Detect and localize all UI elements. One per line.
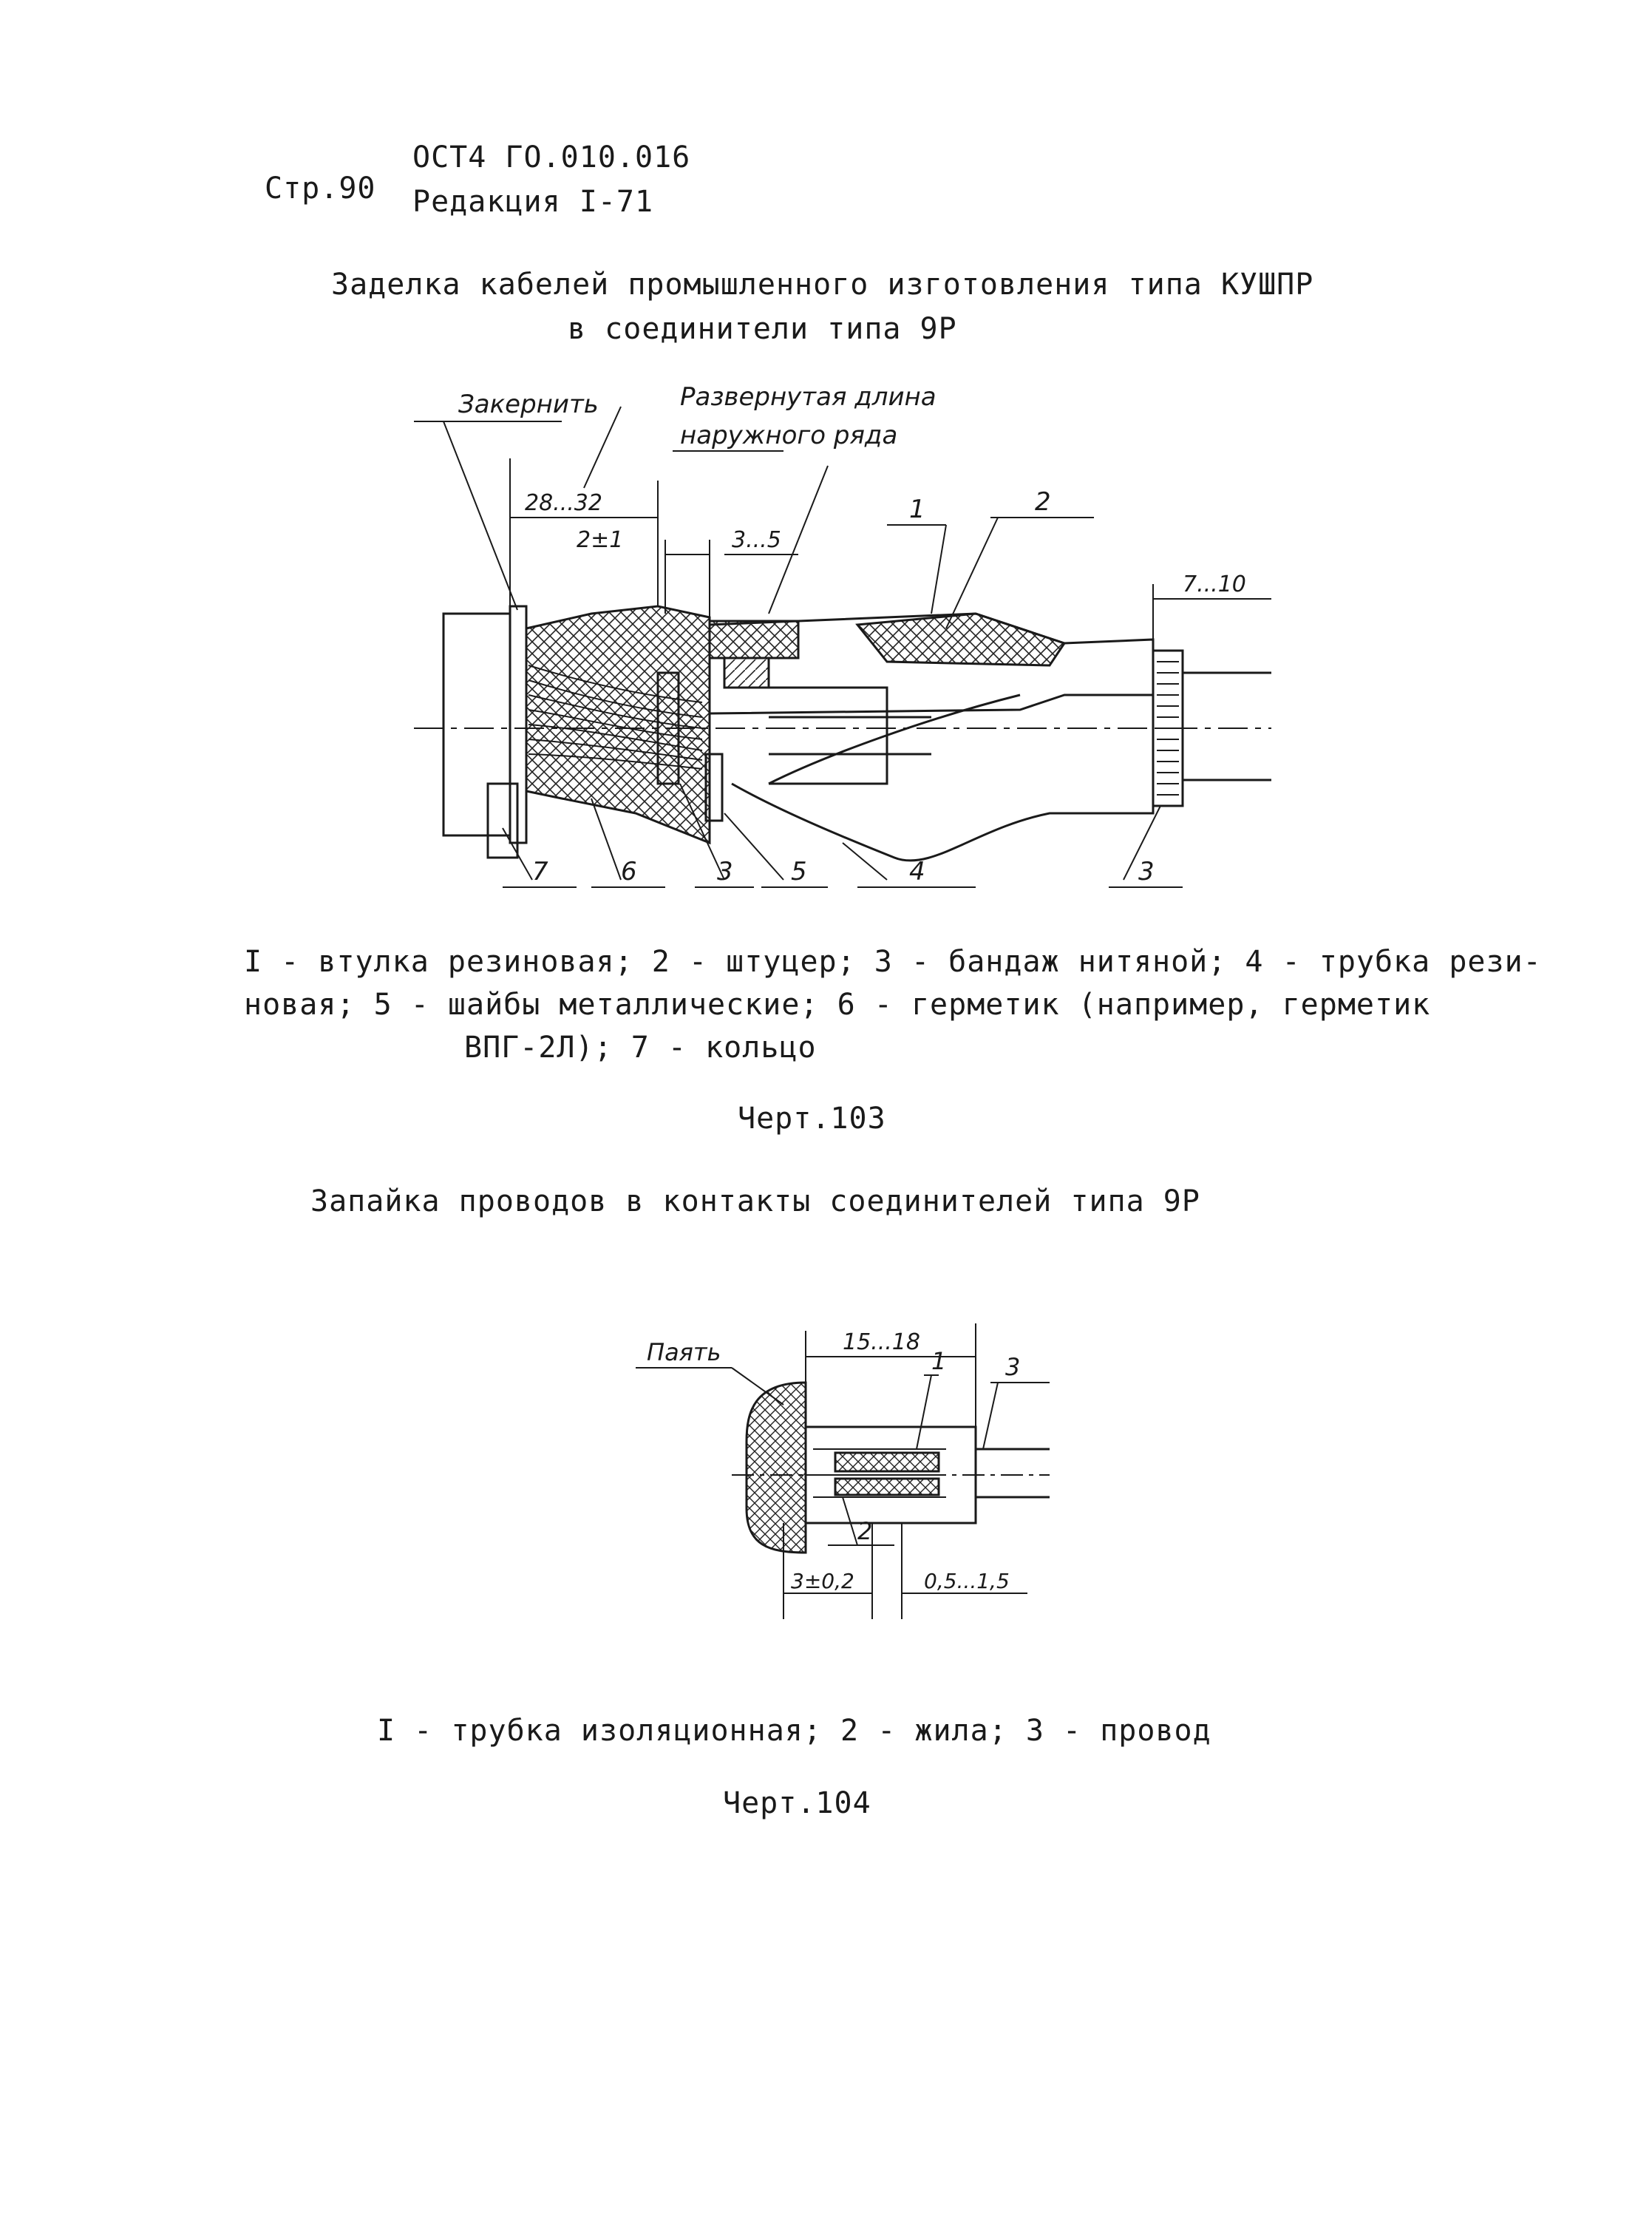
edition: Редакция I-71 — [412, 185, 654, 219]
pos-4: 4 — [909, 857, 925, 886]
pos-5: 5 — [791, 857, 807, 886]
wire-soldering-drawing — [636, 1301, 1050, 1627]
pos-7: 7 — [532, 857, 548, 886]
note-rivet: Закернить — [458, 390, 599, 419]
caption-104: Черт.104 — [723, 1786, 871, 1820]
note-solder: Паять — [647, 1338, 721, 1366]
dim-3-0-2: 3±0,2 — [791, 1569, 854, 1593]
pos-2: 2 — [857, 1517, 873, 1545]
caption-103: Черт.103 — [738, 1102, 886, 1136]
pos-1: 1 — [931, 1347, 947, 1375]
legend1-line2: новая; 5 - шайбы металлические; 6 - герметик (например, герметик — [244, 988, 1431, 1022]
legend2: I - трубка изоляционная; 2 - жила; 3 - провод — [377, 1714, 1211, 1748]
dim-2-1: 2±1 — [577, 527, 624, 553]
cable-termination-drawing — [414, 370, 1271, 917]
dim-15-18: 15...18 — [843, 1329, 920, 1355]
dim-0-5-1-5: 0,5...1,5 — [924, 1569, 1010, 1593]
pos-3: 3 — [1005, 1353, 1021, 1381]
section1-title-line2: в соединители типа 9Р — [568, 312, 957, 346]
section1-title-line1: Заделка кабелей промышленного изготовления типа КУШПР — [331, 268, 1314, 302]
pos-6: 6 — [621, 857, 637, 886]
document-code: ОСТ4 ГО.010.016 — [412, 140, 691, 174]
section2-title: Запайка проводов в контакты соединителей типа 9Р — [310, 1184, 1200, 1218]
page-number: Стр.90 — [265, 172, 376, 206]
dim-28-32: 28...32 — [525, 490, 602, 516]
pos-3b: 3 — [1138, 857, 1155, 886]
note-length-line1: Развернутая длина — [680, 382, 937, 412]
pos-1: 1 — [909, 495, 925, 524]
pos-2: 2 — [1035, 487, 1051, 517]
note-length-line2: наружного ряда — [680, 421, 898, 450]
pos-3: 3 — [717, 857, 733, 886]
legend1-line1: I - втулка резиновая; 2 - штуцер; 3 - бандаж нитяной; 4 - трубка рези- — [244, 945, 1542, 979]
dim-7-10: 7...10 — [1183, 572, 1246, 597]
dim-3-5: 3...5 — [732, 527, 781, 553]
legend1-line3: ВПГ-2Л); 7 - кольцо — [464, 1031, 817, 1065]
